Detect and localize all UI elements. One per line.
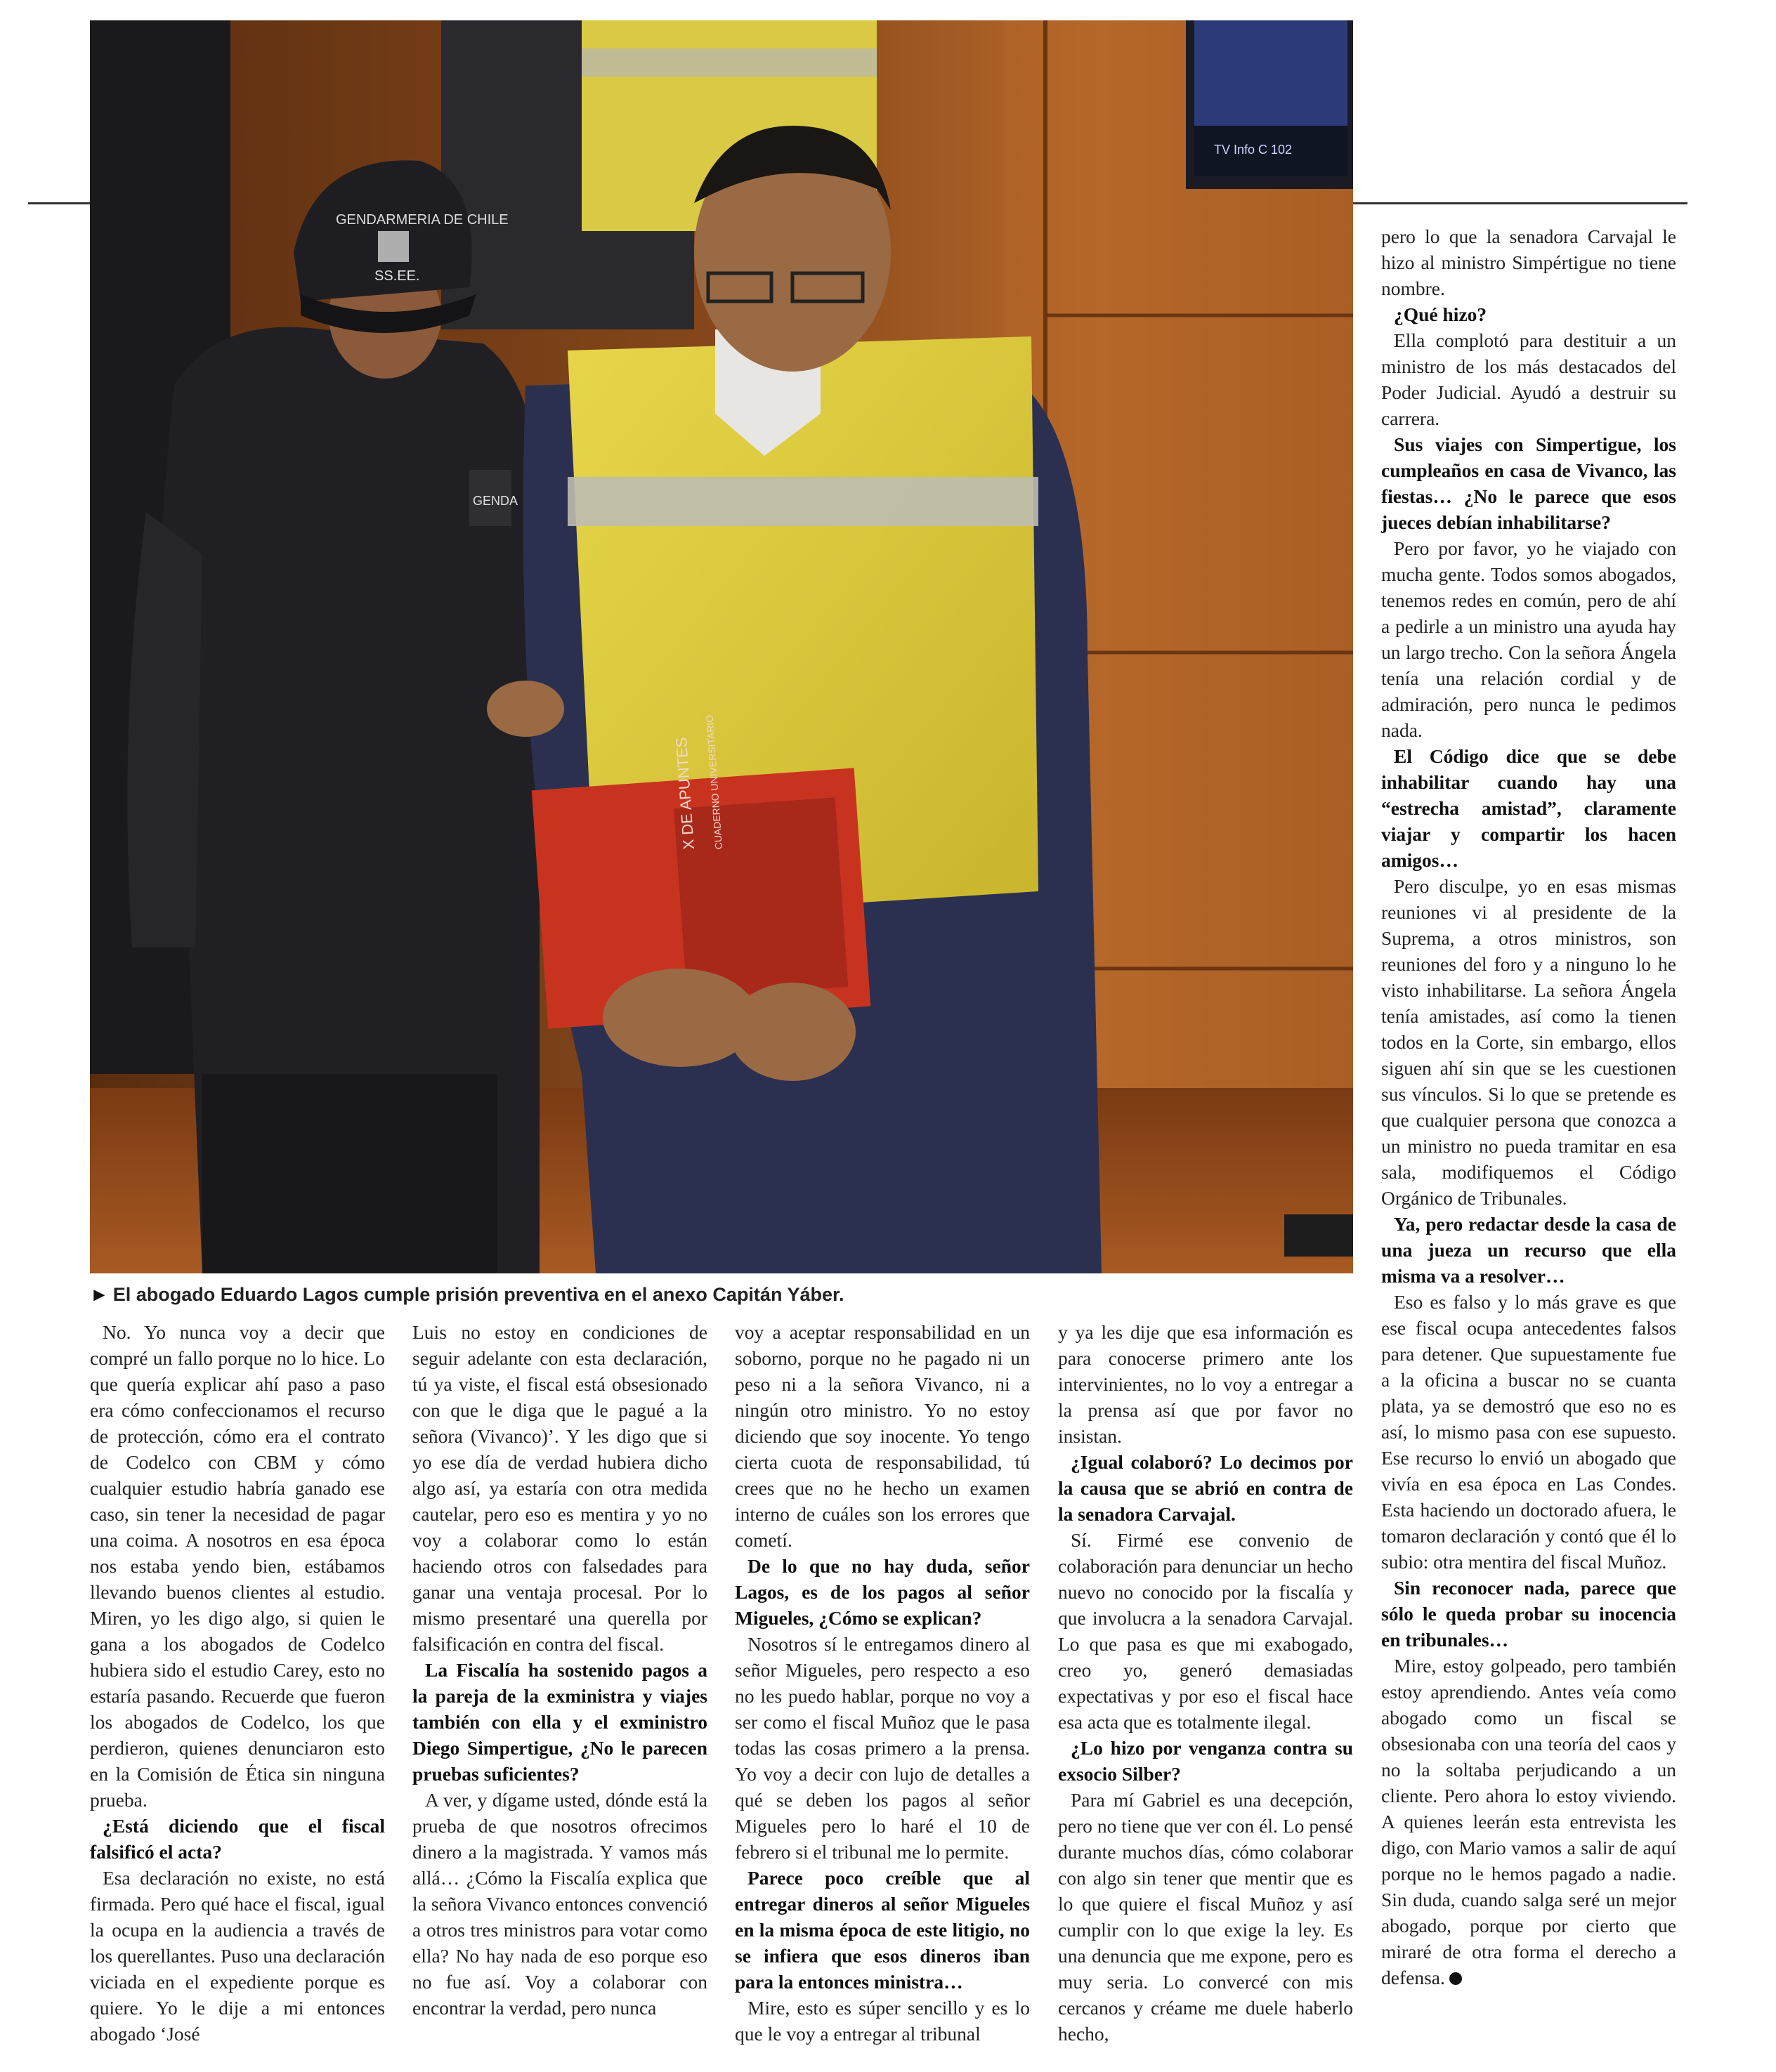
- answer-paragraph: Para mí Gabriel es una decepción, pero no tiene que ver con él. Lo pensé durante muchos días, cómo colaborar con algo sin tener que mentir que es lo que quiere el fiscal Muñoz y así cumplir con lo que exige la ley. Es una denuncia que me expone, pero es muy seria. Lo convercé con mis cercanos y créame me duele haberlo hecho,: [1058, 1789, 1353, 2045]
- question-paragraph: El Código dice que se debe inhabilitar cuando hay una “estrecha amistad”, claramente viajar y compartir los hacen amigos…: [1381, 745, 1676, 871]
- question-paragraph: ¿Lo hizo por venganza contra su exsocio Silber?: [1058, 1737, 1353, 1785]
- answer-paragraph: pero lo que la senadora Carvajal le hizo al ministro Simpértigue no tiene nombre.: [1381, 225, 1676, 299]
- answer-paragraph: Ella complotó para destituir a un ministro de los más destacados del Poder Judicial. Ayudó a destruir su carrera.: [1381, 329, 1676, 429]
- sleeve-patch-text: GENDA: [473, 494, 518, 508]
- article-column-5: [1381, 223, 1676, 1991]
- question-paragraph: Sus viajes con Simpertigue, los cumpleaños en casa de Vivanco, las fiestas… ¿No le parece que esos jueces debían inhabilitarse?: [1381, 433, 1676, 533]
- caption-text: El abogado Eduardo Lagos cumple prisión preventiva en el anexo Capitán Yáber.: [112, 1284, 844, 1305]
- end-of-article-icon: [1449, 1972, 1462, 1985]
- article-column-4: [1058, 1319, 1353, 2047]
- answer-paragraph: A ver, y dígame usted, dónde está la prueba de que nosotros ofrecimos dinero a la magistrada. Y vamos más allá… ¿Cómo la Fiscalía explica que la señora Vivanco entonces convenció a otros tres ministros para votar como ella? No hay nada de eso porque eso no fue así. Voy a colaborar con encontrar la verdad, pero nunca: [412, 1789, 707, 2019]
- article-column-3: [735, 1319, 1030, 2047]
- photo-caption: [90, 1280, 1353, 1309]
- question-paragraph: ¿Está diciendo que el fiscal falsificó el acta?: [90, 1815, 385, 1863]
- caption-arrow-icon: ►: [90, 1284, 109, 1305]
- answer-paragraph: voy a aceptar responsabilidad en un soborno, porque no he pagado ni un peso ni a la señora Vivanco, ni a ningún otro ministro. Yo no estoy diciendo que soy inocente. Yo tengo cierta cuota de responsabilidad, tú crees que no he hecho un examen interno de cuáles son los errores que cometí.: [735, 1321, 1030, 1551]
- question-paragraph: La Fiscalía ha sostenido pagos a la pareja de la exministra y viajes también con ella y el exministro Diego Simpertigue, ¿No le parecen pruebas suficientes?: [412, 1659, 707, 1785]
- top-rule-right: [1353, 202, 1687, 204]
- question-paragraph: Sin reconocer nada, parece que sólo le queda probar su inocencia en tribunales…: [1381, 1577, 1676, 1651]
- answer-paragraph: Eso es falso y lo más grave es que ese fiscal ocupa antecedentes falsos para detener. Que supuestamente fue a la oficina a buscar no se cuanta plata, ya se demostró que eso no es así, lo mismo pasa con ese supuesto. Ese recurso lo envió un abogado que vivía en esa época en Las Condes. Esta haciendo un doctorado afuera, le tomaron declaración y contó que él lo subio: otra mentira del fiscal Muñoz.: [1381, 1291, 1676, 1573]
- answer-paragraph: Pero por favor, yo he viajado con mucha gente. Todos somos abogados, tenemos redes en común, pero de ahí a pedirle a un ministro una ayuda hay un largo trecho. Con la señora Ángela tenía una relación cordial y de admiración, pero nunca le pedimos nada.: [1381, 537, 1676, 741]
- folder-title-text: X DE APUNTES: [672, 736, 698, 851]
- answer-paragraph: Pero disculpe, yo en esas mismas reuniones vi al presidente de la Suprema, a otros ministros, son reuniones del foro y a ninguno lo he visto inhabilitarse. La señora Ángela tenía amistades, así como la tienen todos en la Corte, sin embargo, ellos siguen ahí sin que se les cuestionen sus vínculos. Si lo que se pretende es que cualquier persona que conozca a un ministro no pueda tramitar en esa sala, modifiquemos el Código Orgánico de Tribunales.: [1381, 875, 1676, 1209]
- question-paragraph: Parece poco creíble que al entregar dineros al señor Migueles en la misma época de este litigio, no se infiera que esos dineros iban para la entonces ministra…: [735, 1867, 1030, 1993]
- folder-subtitle-text: CUADERNO UNIVERSITARIO: [703, 714, 724, 850]
- answer-paragraph: No. Yo nunca voy a decir que compré un fallo porque no lo hice. Lo que quería explicar ahí paso a paso era cómo confeccionamos el recurso de protección, cómo era el contrato de Codelco con CBM y cómo cualquier estudio habría ganado ese caso, sin tener la necesidad de pagar una coima. A nosotros en esa época nos estaba yendo bien, estábamos llevando buenos clientes al estudio. Miren, yo les digo algo, si quien le gana a los abogados de Codelco hubiera sido el estudio Carey, esto no estaría pasando. Recuerde que fueron los abogados de Codelco, los que perdieron, quienes denunciaron esto en la Comisión de Ética sin ninguna prueba.: [90, 1321, 385, 1811]
- question-paragraph: De lo que no hay duda, señor Lagos, es de los pagos al señor Migueles, ¿Cómo se explican?: [735, 1555, 1030, 1629]
- answer-paragraph: Mire, esto es súper sencillo y es lo que le voy a entregar al tribunal: [735, 1997, 1030, 2045]
- answer-paragraph: Luis no estoy en condiciones de seguir adelante con esta declaración, tú ya viste, el fiscal está obsesionado con que le diga que le pagué a la señora (Vivanco)’. Y les digo que si yo ese día de verdad hubiera dicho algo así, ya estaría con otra medida cautelar, pero eso es mentira y yo no voy a colaborar como lo están haciendo otros con falsedades para ganar una ventaja procesal. Por lo mismo presentaré una querella por falsificación en contra del fiscal.: [412, 1321, 707, 1655]
- final-answer-paragraph: [1381, 1653, 1676, 1991]
- answer-paragraph: Nosotros sí le entregamos dinero al señor Migueles, pero respecto a eso no les puedo hablar, porque no voy a ser como el fiscal Muñoz que le pasa todas las cosas primero a la prensa. Yo voy a decir con lujo de detalles a qué se deben los pagos al señor Migueles pero lo haré el 10 de febrero si el tribunal me lo permite.: [735, 1633, 1030, 1863]
- article-column-1: [90, 1319, 385, 2047]
- tv-screen-text: TV Info C 102: [1214, 143, 1293, 157]
- answer-paragraph: Sí. Firmé ese convenio de colaboración para denunciar un hecho nuevo no conocido por la fiscalía y que involucra a la senadora Carvajal. Lo que pasa es que mi exabogado, creo yo, generó demasiadas expectativas y por eso el fiscal hace esa acta que es totalmente ilegal.: [1058, 1529, 1353, 1733]
- question-paragraph: ¿Qué hizo?: [1394, 303, 1487, 325]
- cap-insignia-text: GENDARMERIA DE CHILE: [336, 212, 509, 228]
- top-rule-left: [28, 202, 90, 204]
- article-column-2: [412, 1319, 707, 2021]
- news-photo: [90, 20, 1353, 1273]
- answer-paragraph: Esa declaración no existe, no está firmada. Pero qué hace el fiscal, igual la ocupa en la audiencia a través de los querellantes. Puso una declaración viciada en el expediente porque es quiere. Yo le dije a mi entonces abogado ‘José: [90, 1867, 385, 2045]
- question-paragraph: Ya, pero redactar desde la casa de una jueza un recurso que ella misma va a resolver…: [1381, 1213, 1676, 1287]
- question-paragraph: ¿Igual colaboró? Lo decimos por la causa que se abrió en contra de la senadora Carvajal.: [1058, 1451, 1353, 1525]
- cap-unit-text: SS.EE.: [374, 268, 420, 284]
- answer-paragraph: y ya les dije que esa información es para conocerse primero ante los intervinientes, no lo voy a entregar a la prensa así que por favor no insistan.: [1058, 1321, 1353, 1447]
- final-answer-text: Mire, estoy golpeado, pero también estoy aprendiendo. Antes veía como abogado como un fiscal se obsesionaba con una teoría del caos y no la soltaba perjudicando a un cliente. Pero ahora lo estoy viviendo. A quienes leerán esta entrevista les digo, con Mario vamos a salir de aquí porque no le hemos pagado a nadie. Sin duda, cuando salga seré un mejor abogado, porque por cierto que miraré de otra forma el derecho a defensa.: [1381, 1655, 1676, 1988]
